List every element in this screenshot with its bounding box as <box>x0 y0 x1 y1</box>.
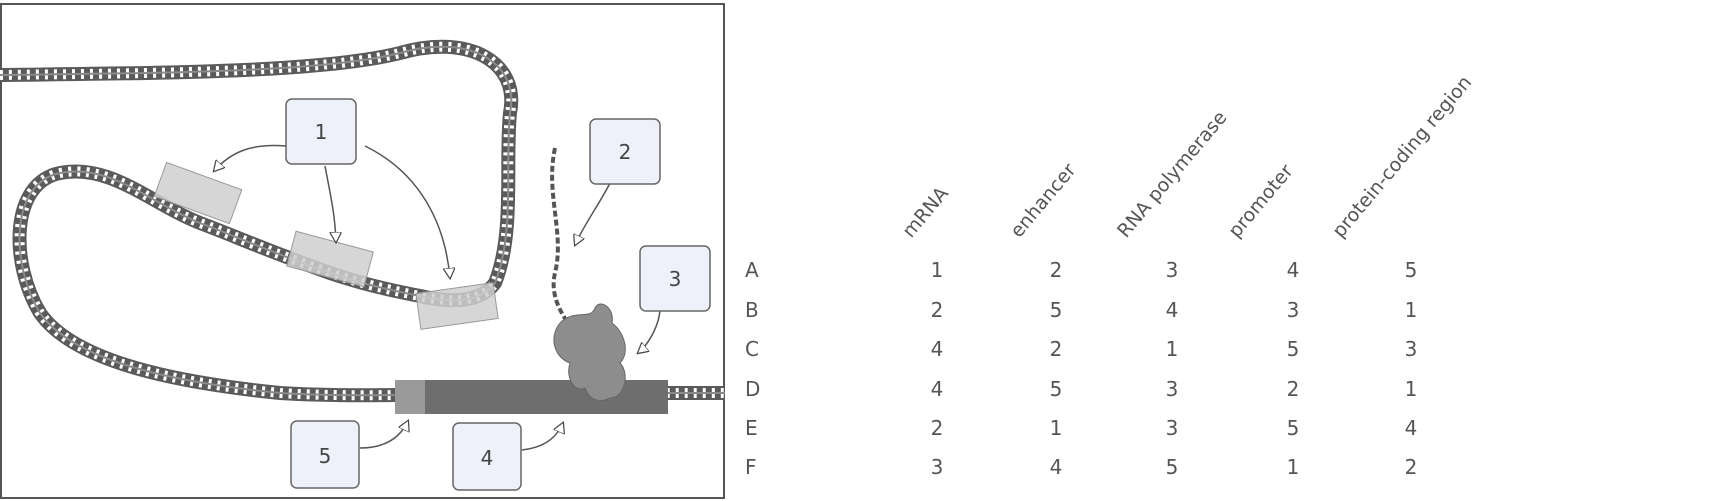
table-cell: 5 <box>1286 416 1300 440</box>
callout-2-label: 2 <box>618 140 632 164</box>
row-label: C <box>745 337 759 361</box>
table-cell: 2 <box>1049 258 1063 282</box>
callout-4-label: 4 <box>480 446 494 470</box>
table-cell: 2 <box>930 298 944 322</box>
table-cell: 1 <box>1286 455 1300 479</box>
table-cell: 5 <box>1286 337 1300 361</box>
table-cell: 1 <box>1049 416 1063 440</box>
answer-table <box>745 40 1545 500</box>
table-cell: 4 <box>930 377 944 401</box>
table-cell: 4 <box>930 337 944 361</box>
table-cell: 2 <box>930 416 944 440</box>
table-cell: 3 <box>1165 258 1179 282</box>
callout-4 <box>453 423 521 490</box>
table-cell: 3 <box>1165 416 1179 440</box>
column-header-promoter: promoter <box>1224 160 1298 242</box>
table-cell: 1 <box>1165 337 1179 361</box>
row-label: E <box>745 416 758 440</box>
callout-2 <box>590 119 660 184</box>
dna-diagram <box>0 3 725 499</box>
table-cell: 1 <box>1404 377 1418 401</box>
row-label: D <box>745 377 761 401</box>
callout-5 <box>291 421 359 488</box>
table-cell: 3 <box>1165 377 1179 401</box>
table-cell: 5 <box>1049 298 1063 322</box>
table-cell: 2 <box>1049 337 1063 361</box>
table-cell: 1 <box>1404 298 1418 322</box>
callout-3-label: 3 <box>668 267 682 291</box>
row-label: F <box>745 455 757 479</box>
column-header-protein-coding-region: protein-coding region <box>1328 71 1477 242</box>
table-cell: 5 <box>1404 258 1418 282</box>
column-header-enhancer: enhancer <box>1006 159 1081 242</box>
promoter-region <box>395 380 425 414</box>
table-cell: 1 <box>930 258 944 282</box>
column-header-mrna: mRNA <box>898 182 953 242</box>
table-cell: 2 <box>1286 377 1300 401</box>
table-cell: 4 <box>1404 416 1418 440</box>
table-cell: 3 <box>1404 337 1418 361</box>
table-cell: 4 <box>1165 298 1179 322</box>
row-label: B <box>745 298 759 322</box>
callout-5-label: 5 <box>318 444 332 468</box>
table-cell: 2 <box>1404 455 1418 479</box>
table-cell: 5 <box>1165 455 1179 479</box>
table-cell: 3 <box>930 455 944 479</box>
callout-1 <box>286 99 356 164</box>
protein-coding-region <box>425 380 668 414</box>
callout-3 <box>640 246 710 311</box>
table-cell: 5 <box>1049 377 1063 401</box>
row-label: A <box>745 258 759 282</box>
table-cell: 3 <box>1286 298 1300 322</box>
table-cell: 4 <box>1049 455 1063 479</box>
column-header-rna-polymerase: RNA polymerase <box>1113 106 1232 242</box>
table-cell: 4 <box>1286 258 1300 282</box>
callout-1-label: 1 <box>314 120 328 144</box>
